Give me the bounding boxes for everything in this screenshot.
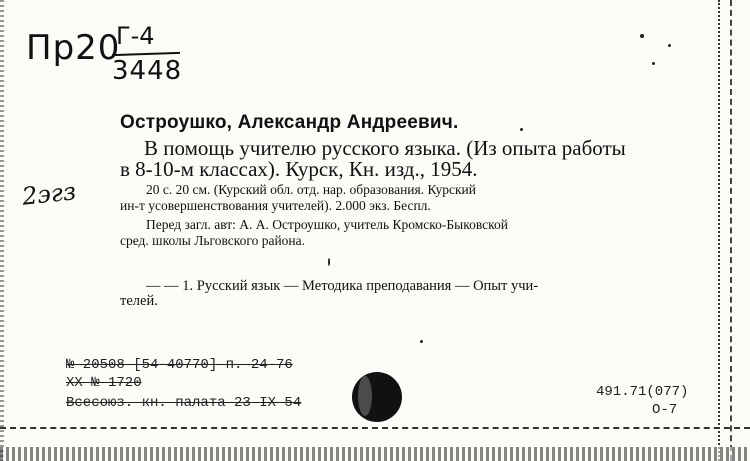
bottom-dashed-border: [0, 427, 750, 431]
registration-line-2: XX № 1720: [66, 375, 142, 391]
entry-title-line-1: В помощь учителю русского языка. (Из опыта работы: [144, 136, 626, 160]
classification-udc: 491.71(077): [596, 384, 689, 400]
left-edge-scan-artifact: [0, 0, 4, 461]
scan-speck: [652, 62, 655, 65]
entry-note-line-1: Перед загл. авт: А. А. Остроушко, учитель Кромско-Быковской: [146, 217, 508, 232]
right-edge-dashed-border: [730, 0, 734, 461]
entry-collation-line-2: ин-т усовершенствования учителей). 2.000 экз. Беспл.: [120, 198, 431, 213]
entry-collation-line-1: 20 с. 20 см. (Курский обл. отд. нар. образования. Курский: [146, 182, 476, 197]
scan-speck: [520, 128, 523, 131]
scan-speck: [328, 258, 330, 266]
classification-cutter: О-7: [652, 402, 678, 418]
copies-margin-note: 2эгз: [20, 177, 78, 211]
registration-line-1: № 20508 [54-40770] п. 24-76: [66, 357, 293, 373]
bottom-edge-scan-artifact: [0, 447, 750, 461]
entry-subject-line-2: телей.: [120, 293, 158, 309]
shelfmark-denominator: 3448: [112, 56, 183, 86]
punch-hole-highlight: [358, 376, 372, 416]
right-edge-dotted-border: [718, 0, 723, 461]
entry-note-line-2: сред. школы Льговского района.: [120, 233, 306, 248]
scan-speck: [640, 34, 644, 38]
registration-line-3: Всесоюз. кн. палата 23 IX 54: [66, 395, 302, 411]
shelfmark-prefix: Пр20: [26, 28, 121, 68]
entry-title-line-2: в 8-10-м классах). Курск, Кн. изд., 1954.: [120, 157, 478, 181]
entry-author: Остроушко, Александр Андреевич.: [120, 112, 459, 133]
scan-speck: [668, 44, 671, 47]
shelfmark-numerator: Г-4: [116, 22, 155, 50]
entry-subject-line-1: — — 1. Русский язык — Методика преподавания — Опыт учи-: [146, 278, 539, 294]
scan-speck: [420, 340, 423, 343]
